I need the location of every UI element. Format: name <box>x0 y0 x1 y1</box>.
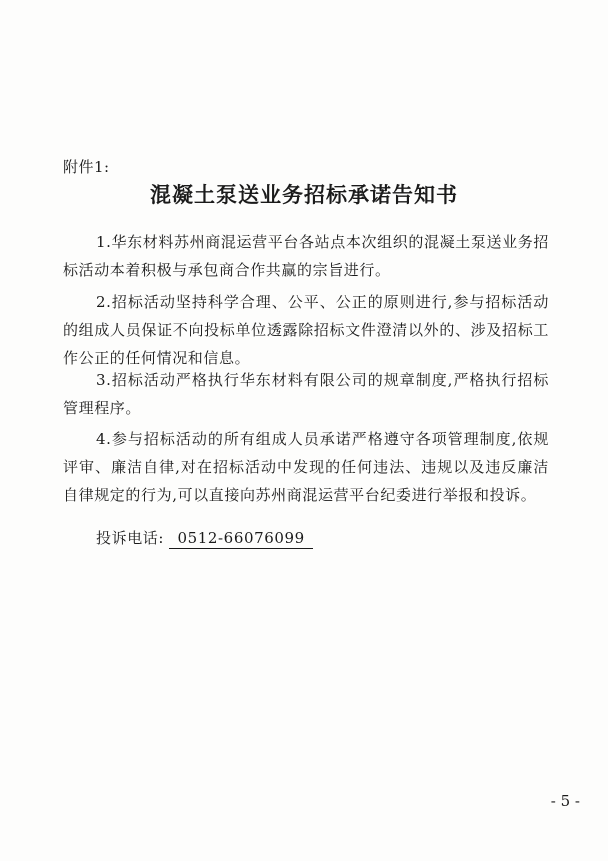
clause-2: 2.招标活动坚持科学合理、公平、公正的原则进行,参与招标活动的组成人员保证不向投标单位透露除招标文件澄清以外的、涉及招标工作公正的任何情况和信息。 <box>63 293 549 367</box>
clause-4: 4.参与招标活动的所有组成人员承诺严格遵守各项管理制度,依规评审、廉洁自律,对在招标活动中发现的任何违法、违规以及违反廉洁自律规定的行为,可以直接向苏州商混运营平台纪委进行举报和投诉。 <box>63 430 549 504</box>
clause-1: 1.华东材料苏州商混运营平台各站点本次组织的混凝土泵送业务招标活动本着积极与承包商合作共赢的宗旨进行。 <box>63 233 549 279</box>
complaint-hotline <box>96 527 313 549</box>
hotline-number: 0512-66076099 <box>169 528 312 549</box>
attachment-label: 附件1: <box>63 158 110 176</box>
clause-3: 3.招标活动严格执行华东材料有限公司的规章制度,严格执行招标管理程序。 <box>63 371 549 417</box>
hotline-label: 投诉电话: <box>96 529 165 547</box>
document-title: 混凝土泵送业务招标承诺告知书 <box>150 183 458 207</box>
page-number: - 5 - <box>550 792 580 810</box>
